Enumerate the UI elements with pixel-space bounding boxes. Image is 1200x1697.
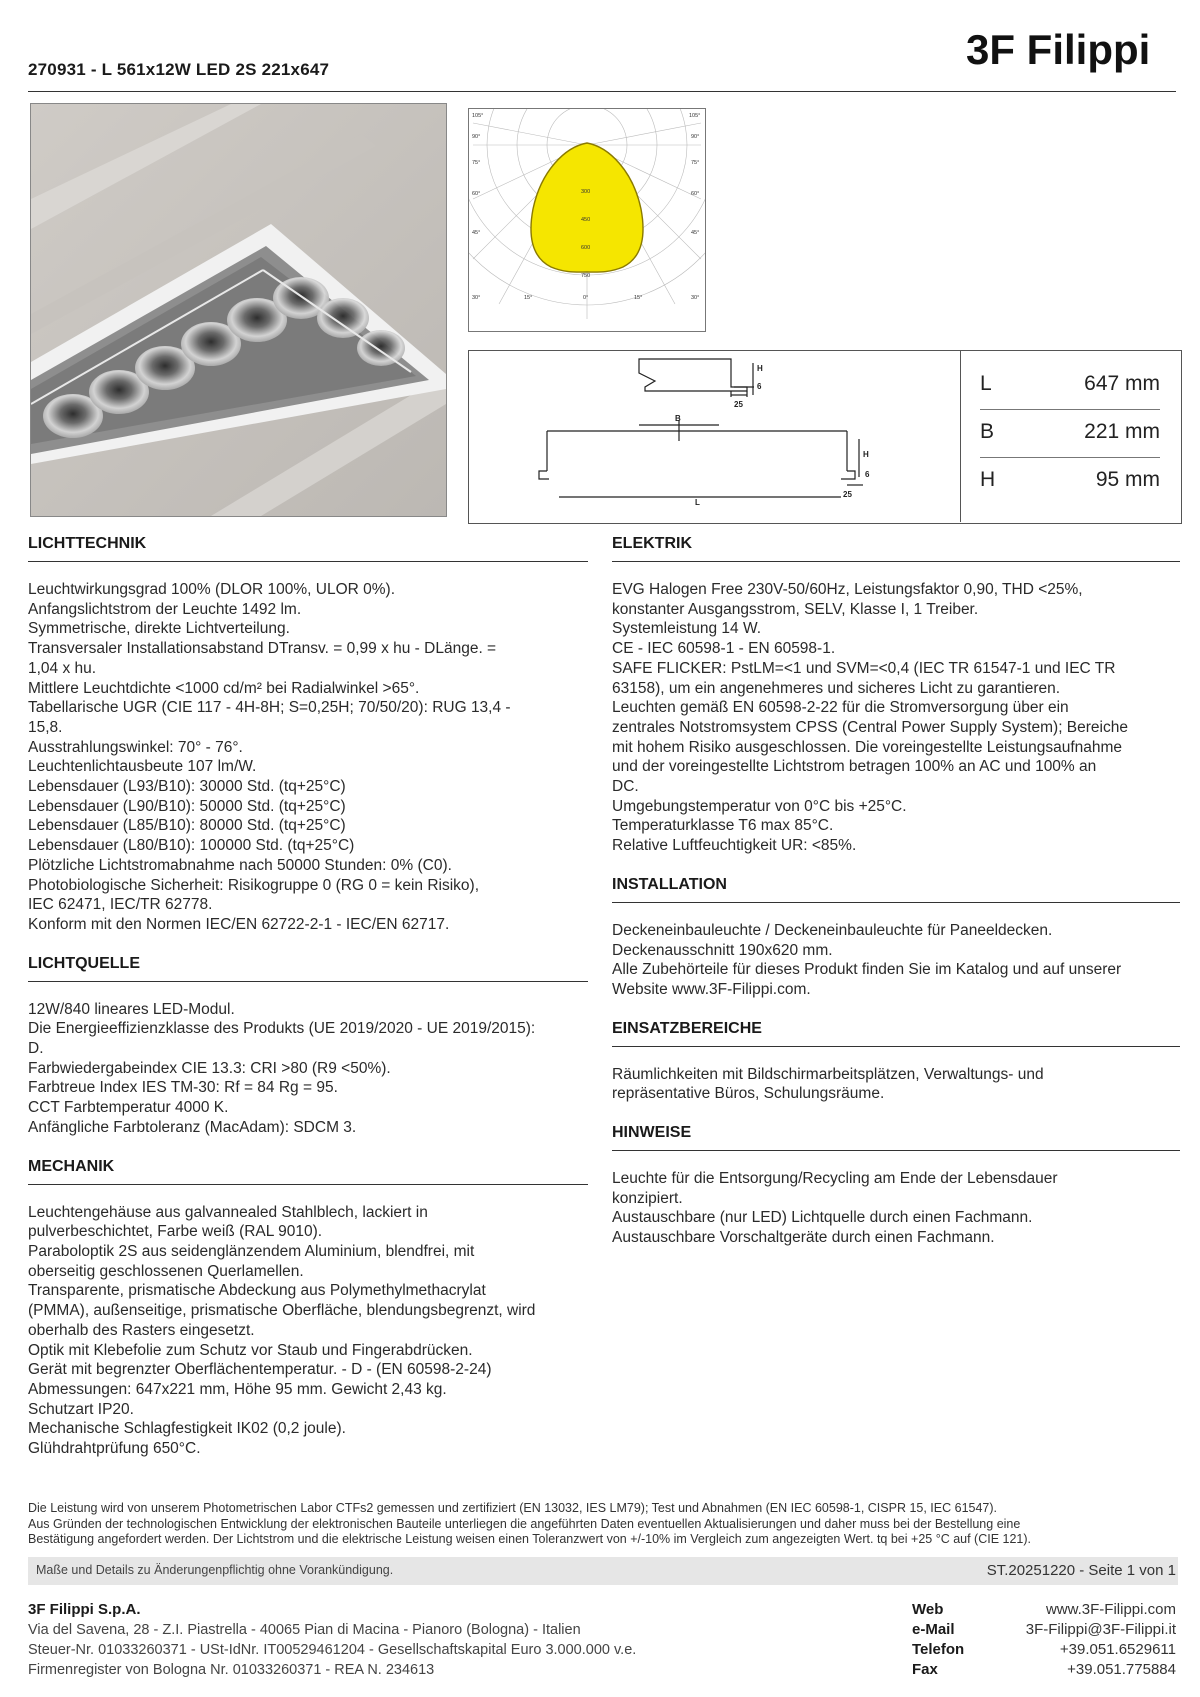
dimension-key: L bbox=[980, 372, 992, 395]
dimension-divider bbox=[980, 409, 1160, 410]
dimension-separator bbox=[960, 350, 961, 522]
section-heading: LICHTQUELLE bbox=[28, 955, 588, 982]
dim-label-h: H bbox=[757, 364, 763, 373]
company-tax-info: Steuer-Nr. 01033260371 - USt-IdNr. IT00529461204 - Gesellschaftskapital Euro 3.000.000 v.e. bbox=[28, 1642, 637, 1658]
dimension-value: 95 mm bbox=[1095, 468, 1160, 491]
angle-label: 60° bbox=[472, 191, 481, 197]
dim-label-l: L bbox=[695, 498, 700, 507]
section-body: 12W/840 lineares LED-Modul. Die Energieeffizienzklasse des Produkts (UE 2019/2020 - UE 2019/2015): D. Farbwiedergabeindex CIE 13.3: CRI >80 (R9 <50%). Farbtreue Index IES TM-30: Rf = 84 Rg = 95. CCT Farbtemperatur 4000 K. Anfängliche Farbtoleranz (MacAdam): SDCM 3. bbox=[28, 1000, 536, 1136]
angle-label: 45° bbox=[691, 230, 700, 236]
dim-label-25b: 25 bbox=[843, 490, 852, 499]
section-heading: MECHANIK bbox=[28, 1158, 588, 1185]
section-body: Deckeneinbauleuchte / Deckeneinbauleuchte für Paneeldecken. Deckenausschnitt 190x620 mm. Alle Zubehörteile für dieses Produkt finden Sie im Katalog und auf unserer Website www.3F-Filippi.com. bbox=[612, 921, 1122, 998]
section-mechanik bbox=[28, 1158, 588, 1459]
dim-label-6: 6 bbox=[757, 382, 762, 391]
contact-email-link[interactable]: 3F-Filippi@3F-Filippi.it bbox=[1025, 1621, 1176, 1638]
disclaimer-text: Die Leistung wird von unserem Photometrischen Labor CTFs2 gemessen und zertifiziert (EN 13032, IES LM79); Test und Abnahmen (EN IEC 60598-1, CISPR 15, IEC 61547). Aus Gründen der technologischen Entwicklung der elektronischen Bauteile unterliegen die angeführten Daten eventuellen Aktualisierungen und daher muss bei der Bestellung eine Bestätigung angefordert werden. Der Lichtstrom und die elektrische Leistung weisen einen Toleranzwert von +/-10% im Vergleich zum angezeigten Wert. tq bei +25 °C auf (CIE 121). bbox=[28, 1501, 1032, 1546]
dimension-divider bbox=[980, 457, 1160, 458]
contact-label-web: Web bbox=[912, 1601, 944, 1618]
contact-label-fax: Fax bbox=[912, 1661, 938, 1678]
light-distribution-curve bbox=[531, 143, 643, 272]
angle-label: 45° bbox=[472, 230, 481, 236]
angle-label: 30° bbox=[472, 295, 481, 301]
dimension-value: 221 mm bbox=[1084, 420, 1160, 443]
company-logo bbox=[966, 24, 1176, 74]
dim-label-b: B bbox=[675, 414, 681, 423]
contact-phone: +39.051.6529611 bbox=[1059, 1641, 1176, 1658]
dim-label-25: 25 bbox=[734, 400, 743, 409]
right-column bbox=[612, 535, 1180, 1268]
dimension-value: 647 mm bbox=[1084, 372, 1160, 395]
angle-label: 75° bbox=[472, 160, 481, 166]
angle-label: 0° bbox=[583, 295, 589, 301]
angle-label: 90° bbox=[691, 134, 700, 140]
section-body: Leuchte für die Entsorgung/Recycling am Ende der Lebensdauer konzipiert. Austauschbare (nur LED) Lichtquelle durch einen Fachmann. Austauschbare Vorschaltgeräte durch einen Fachmann. bbox=[612, 1170, 1058, 1247]
company-name: 3F Filippi S.p.A. bbox=[28, 1601, 141, 1618]
section-lichttechnik bbox=[28, 535, 588, 935]
polar-diagram bbox=[468, 108, 706, 332]
angle-label: 60° bbox=[691, 191, 700, 197]
contact-fax: +39.051.775884 bbox=[1067, 1661, 1176, 1678]
section-installation bbox=[612, 876, 1180, 1000]
company-register: Firmenregister von Bologna Nr. 01033260371 - REA N. 234613 bbox=[28, 1662, 435, 1678]
company-address: Via del Savena, 28 - Z.I. Piastrella - 40065 Pian di Macina - Pianoro (Bologna) - Italien bbox=[28, 1622, 581, 1638]
radial-label: 600 bbox=[581, 245, 591, 251]
product-photo bbox=[30, 103, 447, 517]
angle-label: 105° bbox=[689, 113, 701, 119]
section-heading: HINWEISE bbox=[612, 1124, 1180, 1151]
section-elektrik bbox=[612, 535, 1180, 856]
dimension-key: B bbox=[980, 420, 995, 443]
left-column bbox=[28, 535, 588, 1479]
dimension-key: H bbox=[980, 468, 996, 491]
dimension-panel bbox=[468, 350, 1182, 524]
page-title: 270931 - L 561x12W LED 2S 221x647 bbox=[28, 60, 330, 79]
angle-label: 15° bbox=[634, 295, 643, 301]
dimension-drawing bbox=[469, 351, 959, 523]
svg-text:3F Filippi: 3F Filippi bbox=[966, 26, 1151, 73]
section-heading: LICHTTECHNIK bbox=[28, 535, 588, 562]
contact-label-phone: Telefon bbox=[912, 1641, 965, 1658]
angle-label: 30° bbox=[691, 295, 700, 301]
angle-label: 90° bbox=[472, 134, 481, 140]
dim-label-h2: H bbox=[863, 450, 869, 459]
change-notice: Maße und Details zu Änderungenpflichtig ohne Vorankündigung. bbox=[36, 1563, 394, 1577]
angle-label: 105° bbox=[472, 113, 484, 119]
radial-label: 300 bbox=[581, 189, 591, 195]
section-hinweise bbox=[612, 1124, 1180, 1248]
contact-label-email: e-Mail bbox=[912, 1621, 955, 1638]
section-body: EVG Halogen Free 230V-50/60Hz, Leistungsfaktor 0,90, THD <25%, konstanter Ausgangsstrom, SELV, Klasse I, 1 Treiber. Systemleistung 14 W. CE - IEC 60598-1 - EN 60598-1. SAFE FLICKER: PstLM=<1 und SVM=<0,4 (IEC TR 61547-1 und IEC TR 63158), um ein angenehmeres und sicheres Licht zu garantieren. Leuchten gemäß EN 60598-2-22 für die Stromversorgung über ein zentrales Notstromsystem CPSS (Central Power Supply System); Bereiche mit hohem Risiko ausgeschlossen. Die voreingestellte Leistungsaufnahme und der voreingestellte Lichtstrom betragen 100% an AC und 100% an DC. Umgebungstemperatur von 0°C bis +25°C. Temperaturklasse T6 max 85°C. Relative Luftfeuchtigkeit UR: <85%. bbox=[612, 581, 1128, 855]
radial-label: 750 bbox=[581, 273, 591, 279]
section-heading: INSTALLATION bbox=[612, 876, 1180, 903]
section-body: Leuchtwirkungsgrad 100% (DLOR 100%, ULOR 0%). Anfangslichtstrom der Leuchte 1492 lm. Symmetrische, direkte Lichtverteilung. Transversaler Installationsabstand DTransv. = 0,99 x hu - DLänge. = 1,04 x hu. Mittlere Leuchtdichte <1000 cd/m² bei Radialwinkel >65°. Tabellarische UGR (CIE 117 - 4H-8H; S=0,25H; 70/50/20): RUG 13,4 - 15,8. Ausstrahlungswinkel: 70° - 76°. Leuchtenlichtausbeute 107 lm/W. Lebensdauer (L93/B10): 30000 Std. (tq+25°C) Lebensdauer (L90/B10): 50000 Std. (tq+25°C) Lebensdauer (L85/B10): 80000 Std. (tq+25°C) Lebensdauer (L80/B10): 100000 Std. (tq+25°C) Plötzliche Lichtstromabnahme nach 50000 Stunden: 0% (C0). Photobiologische Sicherheit: Risikogruppe 0 (RG 0 = kein Risiko), IEC 62471, IEC/TR 62778. Konform mit den Normen IEC/EN 62722-2-1 - IEC/EN 62717. bbox=[28, 581, 511, 933]
section-heading: EINSATZBEREICHE bbox=[612, 1020, 1180, 1047]
page-info: ST.20251220 - Seite 1 von 1 bbox=[986, 1562, 1176, 1579]
dim-label-6b: 6 bbox=[865, 470, 870, 479]
section-einsatzbereiche bbox=[612, 1020, 1180, 1104]
section-lichtquelle bbox=[28, 955, 588, 1138]
section-heading: ELEKTRIK bbox=[612, 535, 1180, 562]
section-body: Räumlichkeiten mit Bildschirmarbeitsplätzen, Verwaltungs- und repräsentative Büros, Schulungsräume. bbox=[612, 1065, 1044, 1103]
angle-label: 15° bbox=[524, 295, 533, 301]
angle-label: 75° bbox=[691, 160, 700, 166]
contact-web-link[interactable]: www.3F-Filippi.com bbox=[1045, 1601, 1176, 1618]
section-body: Leuchtengehäuse aus galvannealed Stahlblech, lackiert in pulverbeschichtet, Farbe weiß (RAL 9010). Paraboloptik 2S aus seidenglänzendem Aluminium, blendfrei, mit oberseitig geschlossenen Querlamellen. Transparente, prismatische Abdeckung aus Polymethylmethacrylat (PMMA), außenseitige, prismatische Oberfläche, blendungsbegrenzt, wird oberhalb des Rasters eingesetzt. Optik mit Klebefolie zum Schutz vor Staub und Fingerabdrücken. Gerät mit begrenzter Oberflächentemperatur. - D - (EN 60598-2-24) Abmessungen: 647x221 mm, Höhe 95 mm. Gewicht 2,43 kg. Schutzart IP20. Mechanische Schlagfestigkeit IK02 (0,2 joule). Glühdrahtprüfung 650°C. bbox=[28, 1203, 536, 1458]
header-rule bbox=[28, 91, 1176, 92]
radial-label: 450 bbox=[581, 217, 591, 223]
